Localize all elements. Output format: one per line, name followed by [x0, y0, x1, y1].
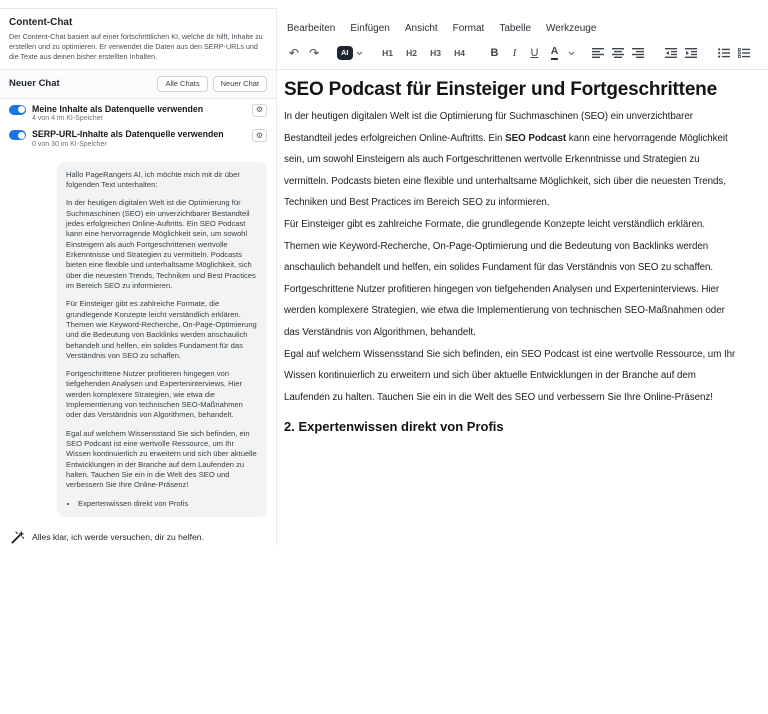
document-subheading[interactable]: 2. Expertenwissen direkt von Profis: [284, 419, 504, 435]
h2-button[interactable]: H2: [406, 48, 417, 58]
ai-group: [337, 46, 363, 60]
outdent-icon: [665, 48, 677, 58]
h4-button[interactable]: H4: [454, 48, 465, 58]
h1-button[interactable]: H1: [382, 48, 393, 58]
data-source-row-serp-url: [0, 124, 276, 150]
document-paragraph[interactable]: Für Einsteiger gibt es zahlreiche Formate, die grundlegende Konzepte leicht verständlich erklären. Themen wie Keyword-Recherche, On-Page-Optimierung und die Bedeutung von Backlinks werden anschaulich behandelt und helfen, ein solides Fundament für das Verständnis von SEO zu schaffen.: [284, 218, 714, 274]
outdent-button[interactable]: [662, 44, 680, 62]
data-source-row-my-content: [0, 99, 276, 125]
user-message-list: [66, 499, 258, 509]
history-group: [284, 44, 324, 62]
menu-werkzeuge[interactable]: Werkzeuge: [546, 23, 597, 34]
data-source-text: [32, 129, 252, 148]
data-source-sublabel: 4 von 4 im KI-Speicher: [32, 115, 103, 123]
my-content-settings-button[interactable]: [252, 104, 267, 117]
ai-reply-text: Alles klar, ich werde versuchen, dir zu helfen.: [32, 531, 204, 542]
numbered-list-button[interactable]: [735, 44, 753, 62]
document-paragraph[interactable]: Egal auf welchem Wissensstand Sie sich befinden, ein SEO Podcast ist eine wertvolle Ressource, um Ihr Wissen kontinuierlich zu erweitern und sich über aktuelle Entwicklungen in der Branche auf dem Laufenden zu halten. Tauchen Sie ein in die Welt des SEO und verbessern Sie Ihre Online-Präsenz!: [284, 348, 736, 403]
menu-format[interactable]: Format: [452, 23, 485, 34]
menu-einfuegen[interactable]: Einfügen: [350, 23, 390, 34]
ai-reply-row: [10, 530, 267, 545]
serp-url-toggle[interactable]: [9, 130, 26, 140]
user-message-paragraph: Hallo PageRangers AI, ich möchte mich mit dir über folgenden Text unterhalten:: [66, 169, 240, 190]
gear-icon: ⚙: [255, 130, 264, 140]
bullet-list-button[interactable]: [715, 44, 733, 62]
data-source-label: Meine Inhalte als Datenquelle verwenden: [32, 103, 204, 114]
italic-button[interactable]: I: [512, 47, 517, 59]
editor-toolbar: [278, 40, 768, 70]
align-group: [588, 44, 648, 62]
paragraph-text: In der heutigen digitalen Welt ist die Optimierung für Suchmaschinen (SEO) ein unverzichtbarer Bestandteil jedes erfolgreichen Online-Auftritts. Ein: [284, 111, 693, 144]
bold-button[interactable]: B: [490, 47, 499, 59]
numbered-list-icon: [738, 48, 750, 58]
undo-icon: ↶: [288, 46, 300, 60]
ai-dropdown-button[interactable]: [356, 51, 363, 56]
align-center-button[interactable]: [609, 44, 627, 62]
sidebar-title: Content-Chat: [9, 17, 73, 28]
text-color-button[interactable]: [546, 44, 564, 62]
bullet-list-icon: [718, 48, 730, 58]
sidebar-header: [0, 9, 276, 70]
text-color-icon: A: [551, 46, 559, 60]
data-source-text: [32, 104, 252, 123]
list-group: [714, 44, 754, 62]
new-chat-button[interactable]: Neuer Chat: [213, 76, 267, 92]
align-right-button[interactable]: [629, 44, 647, 62]
chat-message-area: [0, 150, 276, 545]
indent-button[interactable]: [682, 44, 700, 62]
undo-button[interactable]: [285, 44, 303, 62]
sidebar-description: Der Content-Chat basiert auf einer fortschrittlichen KI, welche dir hilft, Inhalte zu erstellen und zu optimieren. Er verwendet die Daten aus den SERP-URLs und die Texte aus deinen bisher erstellten Inhalten.: [9, 32, 263, 62]
align-left-icon: [592, 48, 604, 58]
user-message-bullet: • Expertenwissen direkt von Profis: [78, 499, 258, 509]
indent-group: [661, 44, 701, 62]
editor-menubar: [278, 8, 768, 40]
underline-button[interactable]: U: [530, 47, 539, 59]
bold-text: SEO Podcast: [505, 132, 567, 144]
document-canvas[interactable]: [278, 70, 768, 434]
align-right-icon: [632, 48, 644, 58]
menu-bearbeiten[interactable]: Bearbeiten: [287, 23, 336, 34]
chat-header-row: [0, 70, 276, 99]
user-message-paragraph: Für Einsteiger gibt es zahlreiche Formate, die grundlegende Konzepte leicht verständlich erklären. Themen wie Keyword-Recherche, On-Page-Optimierung und die Bedeutung von Backlinks werden anschaulich behandelt und helfen, ein solides Fundament für das Verständnis von SEO zu schaffen.: [66, 299, 257, 360]
align-center-icon: [612, 48, 624, 58]
chevron-down-icon: [568, 51, 575, 56]
chevron-down-icon: [356, 51, 363, 56]
data-source-label: SERP-URL-Inhalte als Datenquelle verwenden: [32, 129, 224, 140]
serp-url-settings-button[interactable]: [252, 129, 267, 142]
h3-button[interactable]: H3: [430, 48, 441, 58]
format-group: [485, 44, 575, 62]
menu-tabelle[interactable]: Tabelle: [499, 23, 532, 34]
magic-wand-icon: [10, 530, 25, 545]
user-message-paragraph: In der heutigen digitalen Welt ist die Optimierung für Suchmaschinen (SEO) ein unverzichtbarer Bestandteil jedes erfolgreichen Online-Auftritts. Ein SEO Podcast kann eine hervorragende Möglichkeit sein, um sowohl Einsteigern als auch Fortgeschrittenen wertvolle Erkenntnisse und Strategien zu vermitteln. Podcasts bieten eine flexible und unterhaltsame Möglichkeit, sich über die neuesten Trends, Techniken und Best Practices im Bereich SEO zu informieren.: [66, 198, 256, 290]
content-chat-sidebar: [0, 8, 277, 545]
editor-pane: [278, 8, 768, 434]
document-paragraph[interactable]: Fortgeschrittene Nutzer profitieren hingegen von tiefgehenden Analysen und Experteninterviews. Hier werden komplexere Strategien, wie etwa die Implementierung von technischen SEO-Maßnahmen oder das Verständnis von Algorithmen, behandelt.: [284, 283, 725, 338]
align-left-button[interactable]: [589, 44, 607, 62]
menu-ansicht[interactable]: Ansicht: [404, 23, 438, 34]
ai-tools-button[interactable]: AI: [337, 46, 353, 60]
document-paragraph[interactable]: [284, 106, 737, 214]
redo-icon: ↷: [308, 46, 320, 60]
paragraph-text: kann eine hervorragende Möglichkeit sein, um sowohl Einsteigern als auch Fortgeschrittenen wertvolle Erkenntnisse und Strategien zu vermitteln. Podcasts bieten eine flexible und unterhaltsame Möglichkeit, sich über die neuesten Trends, Techniken und Best Practices im Bereich SEO zu informieren.: [284, 132, 728, 209]
data-source-sublabel: 0 von 30 im KI-Speicher: [32, 140, 107, 148]
text-color-dropdown-button[interactable]: [568, 51, 575, 56]
user-message-paragraph: Fortgeschrittene Nutzer profitieren hingegen von tiefgehenden Analysen und Experteninterviews. Hier werden komplexere Strategien, wie etwa die Implementierung von technischen SEO-Maßnahmen oder das Verständnis von Algorithmen, behandelt.: [66, 369, 243, 420]
all-chats-button[interactable]: Alle Chats: [157, 76, 207, 92]
gear-icon: ⚙: [255, 105, 264, 115]
user-chat-bubble: [57, 162, 267, 517]
document-body[interactable]: [284, 106, 737, 408]
document-title[interactable]: SEO Podcast für Einsteiger und Fortgeschrittene: [284, 79, 717, 100]
my-content-toggle[interactable]: [9, 105, 26, 115]
indent-icon: [685, 48, 697, 58]
redo-button[interactable]: [305, 44, 323, 62]
heading-group: [376, 44, 472, 62]
chat-header-label: Neuer Chat: [9, 78, 60, 90]
user-message-paragraph: Egal auf welchem Wissensstand Sie sich befinden, ein SEO Podcast ist eine wertvolle Ressource, um Ihr Wissen kontinuierlich zu erweitern und sich über aktuelle Entwicklungen in der Branche auf dem Laufenden zu halten. Tauchen Sie ein in die Welt des SEO und verbessern Sie Ihre Online-Präsenz!: [66, 428, 257, 490]
